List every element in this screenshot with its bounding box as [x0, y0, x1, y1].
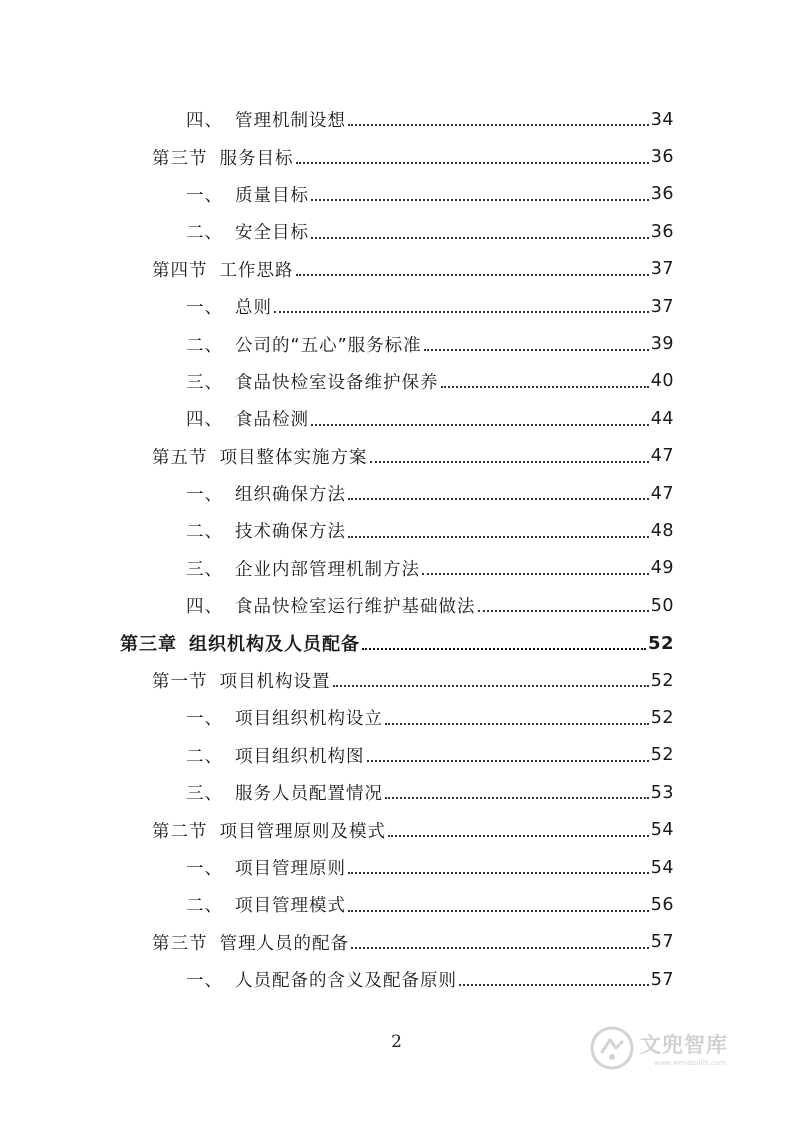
- toc-entry-number: 三、: [186, 559, 223, 580]
- watermark-title: 文兜智库: [640, 1033, 728, 1057]
- toc-entry-page: 57: [650, 932, 674, 953]
- toc-entry-page: 37: [650, 259, 674, 280]
- toc-entry-section[interactable]: [0, 924, 793, 961]
- toc-entry-section[interactable]: [0, 438, 793, 475]
- toc-entry-number: 四、: [186, 410, 223, 431]
- toc-entry-title: 管理人员的配备: [219, 933, 349, 954]
- toc-entry-page: 47: [650, 483, 674, 504]
- toc-entry-label: [152, 668, 331, 693]
- watermark-subtitle: www.wendoulib.com: [654, 1059, 726, 1067]
- toc-entry-title: 工作思路: [219, 260, 294, 281]
- toc-entry-page: 36: [650, 147, 674, 168]
- toc-entry-number: 第一节: [152, 672, 208, 693]
- toc-entry-label: [152, 444, 368, 469]
- toc-entry-label: [186, 219, 309, 244]
- toc-entry-number: 二、: [186, 335, 223, 356]
- toc-entry-title: 服务人员配置情况: [235, 784, 383, 805]
- toc-dot-leader: [478, 610, 649, 612]
- toc-entry-number: 第三节: [152, 933, 208, 954]
- toc-entry-page: 37: [650, 296, 674, 317]
- toc-entry-page: 40: [650, 371, 674, 392]
- toc-entry-number: 一、: [186, 485, 223, 506]
- toc-entry-title: 组织机构及人员配备: [189, 634, 360, 656]
- toc-entry-item[interactable]: [0, 699, 793, 736]
- watermark-text: [640, 1029, 728, 1067]
- toc-entry-page: 39: [650, 334, 674, 355]
- toc-entry-section[interactable]: [0, 138, 793, 175]
- toc-entry-page: 53: [650, 782, 674, 803]
- table-of-contents: [0, 101, 793, 998]
- watermark: [590, 1022, 750, 1074]
- toc-entry-page: 57: [650, 969, 674, 990]
- toc-entry-label: [186, 518, 346, 543]
- toc-entry-number: 二、: [186, 223, 223, 244]
- toc-entry-item[interactable]: [0, 886, 793, 923]
- toc-entry-item[interactable]: [0, 400, 793, 437]
- toc-dot-leader: [296, 274, 649, 276]
- toc-entry-title: 项目管理原则: [235, 859, 346, 879]
- toc-entry-title: 项目机构设置: [219, 672, 331, 693]
- toc-entry-chapter[interactable]: [0, 624, 793, 661]
- toc-dot-leader: [348, 910, 649, 912]
- toc-entry-title: 组织确保方法: [235, 485, 346, 506]
- wendou-logo-icon: [590, 1026, 634, 1070]
- toc-entry-label: [186, 967, 457, 992]
- toc-dot-leader: [311, 199, 649, 201]
- toc-entry-number: 二、: [186, 896, 223, 917]
- toc-entry-label: [120, 630, 360, 656]
- toc-entry-page: 34: [650, 109, 674, 130]
- toc-entry-page: 52: [650, 707, 674, 728]
- toc-entry-label: [186, 332, 422, 357]
- toc-dot-leader: [296, 162, 649, 164]
- toc-dot-leader: [311, 424, 649, 426]
- toc-entry-label: [186, 182, 309, 207]
- toc-entry-title: 食品快检室运行维护基础做法: [235, 597, 476, 618]
- toc-entry-title: 食品检测: [235, 410, 309, 431]
- toc-entry-number: 一、: [186, 185, 223, 206]
- toc-entry-title: 项目组织机构设立: [235, 709, 383, 730]
- toc-entry-page: 47: [650, 446, 674, 467]
- toc-entry-label: [186, 369, 439, 394]
- toc-entry-item[interactable]: [0, 176, 793, 213]
- toc-entry-item[interactable]: [0, 213, 793, 250]
- toc-entry-title: 公司的“五心”服务标准: [235, 335, 422, 356]
- toc-entry-page: 54: [650, 820, 674, 841]
- toc-entry-number: 一、: [186, 709, 223, 730]
- toc-entry-item[interactable]: [0, 961, 793, 998]
- toc-entry-number: 第五节: [152, 447, 208, 468]
- toc-entry-page: 49: [650, 558, 674, 579]
- toc-entry-page: 50: [650, 595, 674, 616]
- toc-entry-title: 企业内部管理机制方法: [235, 559, 420, 580]
- toc-entry-number: 二、: [186, 746, 223, 767]
- toc-entry-label: [186, 855, 346, 880]
- toc-entry-number: 三、: [186, 372, 223, 393]
- toc-dot-leader: [441, 386, 649, 388]
- toc-entry-number: 第三节: [152, 148, 208, 169]
- toc-entry-label: [186, 705, 383, 730]
- toc-entry-item[interactable]: [0, 512, 793, 549]
- toc-entry-number: 二、: [186, 522, 223, 543]
- toc-dot-leader: [388, 835, 649, 837]
- toc-dot-leader: [385, 723, 649, 725]
- toc-dot-leader: [348, 124, 649, 126]
- toc-entry-section[interactable]: [0, 251, 793, 288]
- toc-dot-leader: [351, 947, 649, 949]
- toc-entry-number: 一、: [186, 971, 223, 992]
- toc-entry-number: 一、: [186, 859, 223, 879]
- toc-entry-page: 52: [650, 745, 674, 766]
- toc-entry-section[interactable]: [0, 811, 793, 848]
- toc-entry-page: 56: [650, 894, 674, 915]
- toc-entry-page: 54: [650, 857, 674, 878]
- toc-entry-title: 服务目标: [219, 148, 294, 169]
- toc-entry-number: 一、: [186, 298, 223, 319]
- toc-dot-leader: [422, 573, 649, 575]
- toc-entry-item[interactable]: [0, 737, 793, 774]
- toc-entry-item[interactable]: [0, 550, 793, 587]
- toc-entry-item[interactable]: [0, 288, 793, 325]
- toc-entry-title: 项目整体实施方案: [219, 447, 368, 468]
- toc-entry-label: [186, 743, 365, 768]
- toc-entry-label: [186, 294, 272, 319]
- toc-entry-page: 36: [650, 221, 674, 242]
- toc-entry-label: [186, 481, 346, 506]
- toc-dot-leader: [348, 498, 649, 500]
- toc-entry-number: 四、: [186, 111, 223, 132]
- toc-dot-leader: [362, 648, 646, 650]
- toc-entry-title: 总则: [235, 298, 272, 319]
- toc-entry-page: 36: [650, 184, 674, 205]
- toc-dot-leader: [370, 461, 649, 463]
- toc-entry-page: 52: [647, 632, 674, 654]
- toc-dot-leader: [385, 797, 649, 799]
- toc-entry-label: [186, 780, 383, 805]
- toc-dot-leader: [348, 872, 649, 874]
- toc-entry-label: [186, 892, 346, 917]
- toc-entry-title: 项目组织机构图: [235, 746, 365, 767]
- toc-entry-number: 第四节: [152, 260, 208, 281]
- toc-entry-number: 四、: [186, 597, 223, 618]
- toc-entry-number: 三、: [186, 784, 223, 805]
- toc-entry-label: [152, 145, 294, 170]
- toc-entry-title: 项目管理模式: [235, 896, 346, 917]
- page-number: 2: [391, 1032, 402, 1052]
- toc-entry-title: 安全目标: [235, 223, 309, 244]
- toc-entry-label: [152, 930, 349, 955]
- toc-entry-label: [186, 406, 309, 431]
- toc-entry-title: 食品快检室设备维护保养: [235, 372, 439, 393]
- toc-dot-leader: [311, 237, 649, 239]
- toc-entry-item[interactable]: [0, 325, 793, 362]
- toc-dot-leader: [333, 685, 649, 687]
- toc-entry-title: 技术确保方法: [235, 522, 346, 543]
- toc-entry-title: 项目管理原则及模式: [219, 821, 386, 842]
- toc-entry-item[interactable]: [0, 363, 793, 400]
- toc-entry-label: [152, 818, 386, 843]
- toc-entry-item[interactable]: [0, 587, 793, 624]
- toc-entry-label: [186, 107, 346, 132]
- toc-dot-leader: [459, 984, 649, 986]
- toc-entry-title: 人员配备的含义及配备原则: [235, 971, 457, 992]
- toc-dot-leader: [424, 349, 649, 351]
- toc-entry-number: 第二节: [152, 821, 208, 842]
- toc-entry-item[interactable]: [0, 849, 793, 886]
- toc-entry-number: 第三章: [120, 634, 177, 656]
- toc-entry-title: 质量目标: [235, 185, 309, 206]
- toc-dot-leader: [274, 311, 649, 313]
- toc-entry-item[interactable]: [0, 475, 793, 512]
- toc-entry-page: 44: [650, 408, 674, 429]
- toc-entry-label: [186, 556, 420, 581]
- toc-entry-label: [186, 593, 476, 618]
- toc-dot-leader: [367, 760, 649, 762]
- toc-entry-page: 48: [650, 520, 674, 541]
- toc-entry-item[interactable]: [0, 774, 793, 811]
- toc-entry-page: 52: [650, 670, 674, 691]
- toc-entry-section[interactable]: [0, 662, 793, 699]
- toc-entry-label: [152, 257, 294, 282]
- toc-dot-leader: [348, 536, 649, 538]
- toc-entry-title: 管理机制设想: [235, 111, 346, 132]
- toc-entry-item[interactable]: [0, 101, 793, 138]
